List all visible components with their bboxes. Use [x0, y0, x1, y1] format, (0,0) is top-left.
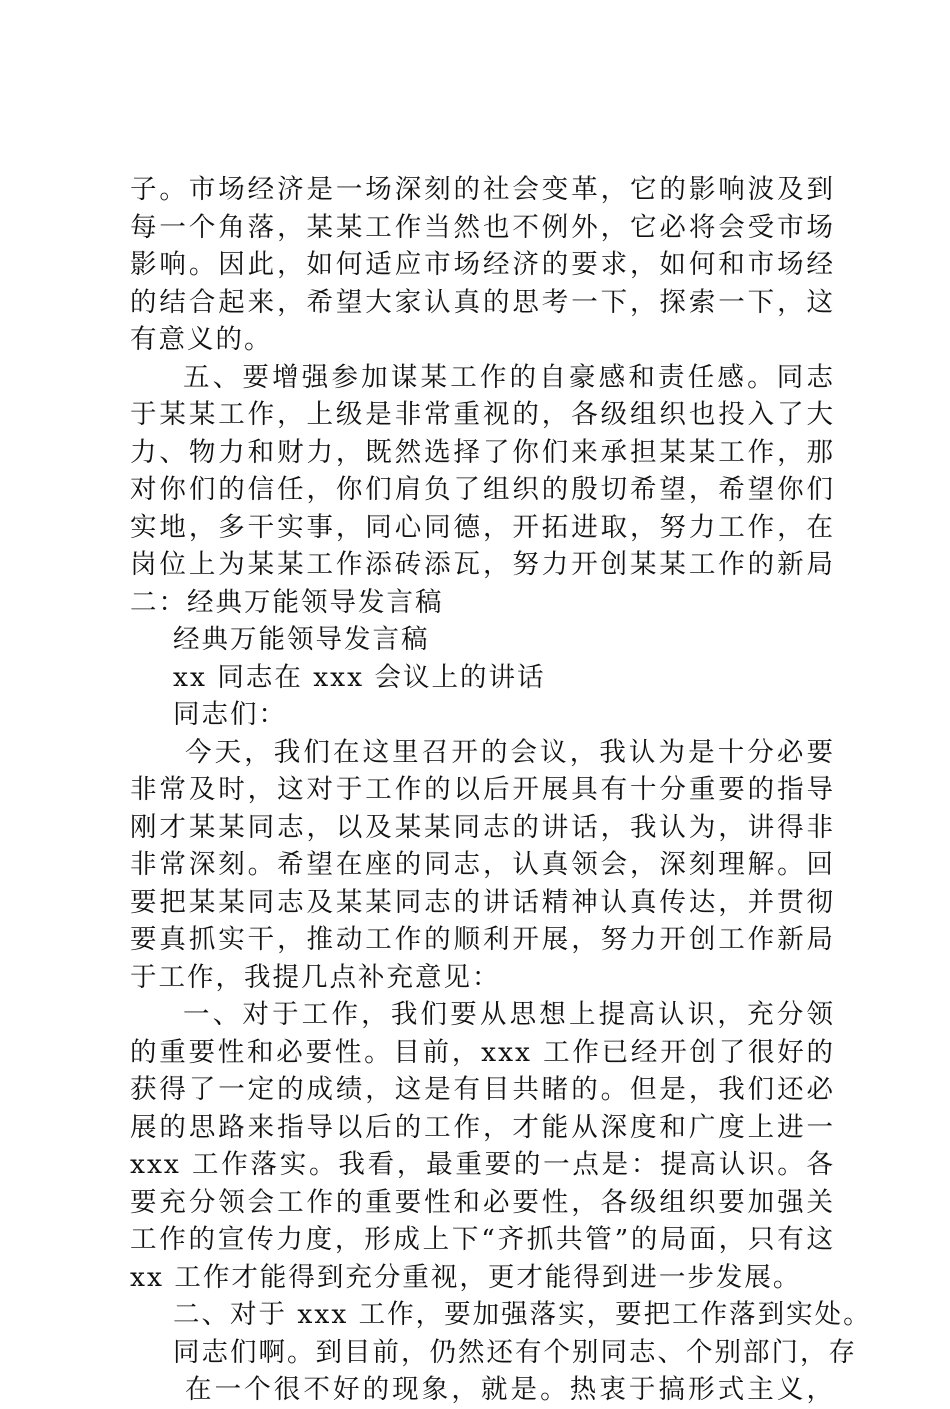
text-line: 在一个很不好的现象，就是。热衷于搞形式主义， — [185, 1374, 835, 1405]
text-line: 非常深刻。希望在座的同志，认真领会，深刻理解。回 — [130, 849, 835, 880]
text-line: 获得了一定的成绩，这是有目共睹的。但是，我们还必 — [130, 1074, 835, 1105]
text-line: 一、对于工作，我们要从思想上提高认识，充分领 — [183, 999, 835, 1030]
text-line: 力、物力和财力，既然选择了你们来承担某某工作，那 — [130, 436, 835, 468]
text-line: 要真抓实干，推动工作的顺利开展，努力开创工作新局 — [130, 924, 835, 955]
text-line: 的结合起来，希望大家认真的思考一下，探索一下，这 — [130, 286, 835, 318]
text-line: 要充分领会工作的重要性和必要性，各级组织要加强关 — [130, 1186, 835, 1218]
text-line: 岗位上为某某工作添砖添瓦，努力开创某某工作的新局 — [130, 549, 835, 580]
text-line: 同志们： — [173, 699, 287, 730]
document-body — [130, 171, 872, 1409]
text-line: 非常及时，这对于工作的以后开展具有十分重要的指导 — [130, 774, 835, 805]
text-line: 展的思路来指导以后的工作，才能从深度和广度上进一 — [130, 1111, 835, 1143]
text-line: 经典万能领导发言稿 — [173, 624, 430, 655]
text-line: 今天，我们在这里召开的会议，我认为是十分必要 — [185, 736, 835, 768]
text-line: 于某某工作，上级是非常重视的，各级组织也投入了大 — [130, 399, 835, 430]
text-line: 对你们的信任，你们肩负了组织的殷切希望，希望你们 — [130, 474, 835, 505]
text-line: 于工作，我提几点补充意见： — [130, 961, 501, 993]
text-line: 工作的宣传力度，形成上下“齐抓共管”的局面，只有这 — [130, 1224, 835, 1255]
text-line: 影响。因此，如何适应市场经济的要求，如何和市场经 — [130, 249, 835, 280]
text-line: 刚才某某同志，以及某某同志的讲话，我认为，讲得非 — [130, 811, 835, 843]
text-line: 有意义的。 — [130, 324, 273, 355]
text-line: 二：经典万能领导发言稿 — [130, 586, 444, 618]
text-line: xxx 工作落实。我看，最重要的一点是：提高认识。各 — [130, 1149, 835, 1180]
text-line: 实地，多干实事，同心同德，开拓进取，努力工作，在 — [130, 511, 835, 543]
text-line: xx 同志在 xxx 会议上的讲话 — [173, 661, 546, 693]
text-line: 子。市场经济是一场深刻的社会变革，它的影响波及到 — [130, 174, 835, 205]
text-line: xx 工作才能得到充分重视，更才能得到进一步发展。 — [130, 1261, 802, 1293]
text-line: 同志们啊。到目前，仍然还有个别同志、个别部门，存 — [173, 1336, 857, 1368]
text-line: 的重要性和必要性。目前，xxx 工作已经开创了很好的 — [130, 1036, 835, 1068]
text-line: 每一个角落，某某工作当然也不例外，它必将会受市场 — [130, 211, 835, 243]
text-line: 要把某某同志及某某同志的讲话精神认真传达，并贯彻 — [130, 886, 835, 918]
text-line: 二、对于 xxx 工作，要加强落实，要把工作落到实处。 — [173, 1299, 872, 1330]
text-line: 五、要增强参加谋某工作的自豪感和责任感。同志 — [183, 361, 835, 393]
